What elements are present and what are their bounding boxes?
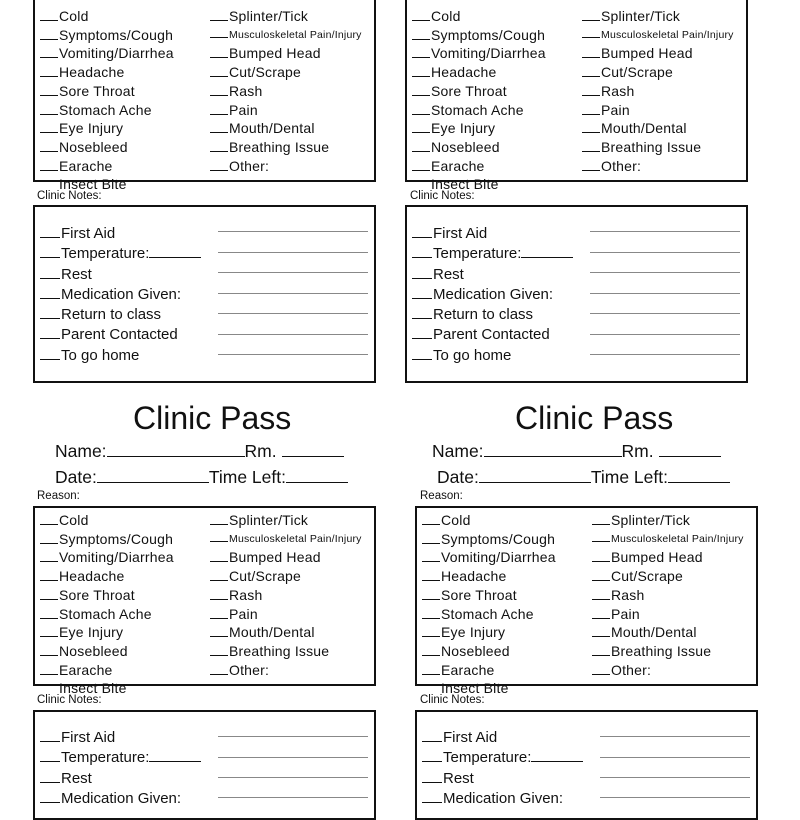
notes-line[interactable] bbox=[218, 797, 368, 798]
reason-list-left bbox=[40, 511, 174, 698]
reason-item[interactable]: Mouth/Dental bbox=[210, 623, 362, 642]
notes-item[interactable]: Rest bbox=[412, 265, 573, 285]
reason-item[interactable]: Cold bbox=[422, 511, 556, 530]
reason-item[interactable]: Splinter/Tick bbox=[592, 511, 744, 530]
reason-item[interactable]: Cold bbox=[40, 511, 174, 530]
pass-title: Clinic Pass bbox=[515, 400, 674, 436]
clinic-notes-label: Clinic Notes: bbox=[410, 190, 475, 202]
notes-line[interactable] bbox=[600, 777, 750, 778]
reason-list-right bbox=[592, 511, 744, 679]
notes-line[interactable] bbox=[600, 757, 750, 758]
room-label: Rm. bbox=[244, 441, 277, 461]
reason-item[interactable]: Headache bbox=[412, 63, 546, 82]
notes-item[interactable]: First Aid bbox=[40, 224, 201, 244]
reason-item[interactable]: Symptoms/Cough bbox=[422, 530, 556, 549]
notes-line[interactable] bbox=[600, 736, 750, 737]
reason-item[interactable]: Pain bbox=[210, 101, 362, 120]
date-field[interactable] bbox=[55, 467, 348, 488]
reason-item[interactable]: Bumped Head bbox=[582, 44, 734, 63]
reason-item[interactable]: Earache bbox=[40, 661, 174, 680]
reason-item[interactable]: Cold bbox=[40, 7, 174, 26]
notes-line[interactable] bbox=[590, 313, 740, 314]
notes-item[interactable]: Temperature: bbox=[422, 748, 583, 768]
notes-line[interactable] bbox=[218, 252, 368, 253]
reason-item[interactable]: Breathing Issue bbox=[582, 138, 734, 157]
clinic-notes-list bbox=[422, 728, 583, 809]
reason-item[interactable]: Cold bbox=[412, 7, 546, 26]
notes-item[interactable]: Parent Contacted bbox=[412, 325, 573, 345]
time-left-label: Time Left: bbox=[208, 467, 286, 487]
reason-item[interactable]: Mouth/Dental bbox=[592, 623, 744, 642]
notes-item[interactable]: Temperature: bbox=[412, 244, 573, 264]
reason-item[interactable]: Rash bbox=[210, 586, 362, 605]
reason-item[interactable]: Splinter/Tick bbox=[210, 7, 362, 26]
reason-item[interactable]: Stomach Ache bbox=[40, 605, 174, 624]
notes-item[interactable]: First Aid bbox=[412, 224, 573, 244]
reason-list-left bbox=[422, 511, 556, 698]
reason-list-right bbox=[210, 7, 362, 175]
reason-item[interactable]: Sore Throat bbox=[40, 586, 174, 605]
name-field[interactable] bbox=[55, 441, 344, 462]
name-field[interactable] bbox=[432, 441, 721, 462]
notes-line[interactable] bbox=[218, 293, 368, 294]
reason-item[interactable]: Rash bbox=[592, 586, 744, 605]
reason-item[interactable]: Splinter/Tick bbox=[210, 511, 362, 530]
reason-item[interactable]: Nosebleed bbox=[40, 138, 174, 157]
reason-item[interactable]: Breathing Issue bbox=[210, 642, 362, 661]
reason-item[interactable]: Insect Bite bbox=[441, 680, 509, 697]
reason-item[interactable]: Insect Bite bbox=[59, 176, 127, 193]
notes-line[interactable] bbox=[590, 334, 740, 335]
clinic-notes-label: Clinic Notes: bbox=[37, 190, 102, 202]
notes-item[interactable]: First Aid bbox=[40, 728, 201, 748]
reason-item[interactable]: Earache bbox=[412, 157, 546, 176]
reason-item[interactable]: Stomach Ache bbox=[412, 101, 546, 120]
notes-item[interactable]: Medication Given: bbox=[40, 285, 201, 305]
notes-item[interactable]: To go home bbox=[412, 346, 573, 366]
reason-item[interactable]: Eye Injury bbox=[40, 119, 174, 138]
reason-item[interactable]: Musculoskeletal Pain/Injury bbox=[582, 26, 734, 45]
notes-line[interactable] bbox=[600, 797, 750, 798]
notes-item[interactable]: First Aid bbox=[422, 728, 583, 748]
reason-item[interactable]: Headache bbox=[40, 567, 174, 586]
notes-item[interactable]: Return to class bbox=[40, 305, 201, 325]
notes-line[interactable] bbox=[590, 272, 740, 273]
notes-item[interactable]: Temperature: bbox=[40, 748, 201, 768]
notes-item[interactable]: Rest bbox=[422, 769, 583, 789]
reason-label: Reason: bbox=[420, 490, 463, 502]
reason-item[interactable]: Insect Bite bbox=[431, 176, 499, 193]
reason-item[interactable]: Other: bbox=[210, 661, 362, 680]
reason-item[interactable]: Nosebleed bbox=[422, 642, 556, 661]
notes-item[interactable]: Medication Given: bbox=[412, 285, 573, 305]
notes-item[interactable]: Parent Contacted bbox=[40, 325, 201, 345]
reason-item[interactable]: Other: bbox=[210, 157, 362, 176]
reason-item[interactable]: Mouth/Dental bbox=[582, 119, 734, 138]
notes-line[interactable] bbox=[590, 293, 740, 294]
notes-item[interactable]: Return to class bbox=[412, 305, 573, 325]
reason-item[interactable]: Musculoskeletal Pain/Injury bbox=[210, 530, 362, 549]
reason-item[interactable]: Musculoskeletal Pain/Injury bbox=[210, 26, 362, 45]
reason-item[interactable]: Pain bbox=[210, 605, 362, 624]
notes-line[interactable] bbox=[218, 757, 368, 758]
reason-list-left bbox=[412, 7, 546, 194]
reason-item[interactable]: Mouth/Dental bbox=[210, 119, 362, 138]
date-label: Date: bbox=[55, 467, 97, 487]
notes-item[interactable]: Medication Given: bbox=[422, 789, 583, 809]
notes-line[interactable] bbox=[590, 231, 740, 232]
reason-item[interactable]: Headache bbox=[40, 63, 174, 82]
name-label: Name: bbox=[432, 441, 484, 461]
reason-item[interactable]: Other: bbox=[592, 661, 744, 680]
reason-item[interactable]: Cut/Scrape bbox=[592, 567, 744, 586]
name-label: Name: bbox=[55, 441, 107, 461]
notes-line[interactable] bbox=[218, 231, 368, 232]
clinic-notes-label: Clinic Notes: bbox=[37, 694, 102, 706]
date-label: Date: bbox=[437, 467, 479, 487]
clinic-notes-list bbox=[412, 224, 573, 366]
reason-list-right bbox=[210, 511, 362, 679]
notes-item[interactable]: Temperature: bbox=[40, 244, 201, 264]
notes-line[interactable] bbox=[218, 777, 368, 778]
reason-item[interactable]: Rash bbox=[210, 82, 362, 101]
notes-line[interactable] bbox=[218, 736, 368, 737]
notes-item[interactable]: To go home bbox=[40, 346, 201, 366]
reason-item[interactable]: Symptoms/Cough bbox=[40, 530, 174, 549]
clinic-notes-label: Clinic Notes: bbox=[420, 694, 485, 706]
reason-label: Reason: bbox=[37, 490, 80, 502]
clinic-notes-list bbox=[40, 728, 201, 809]
reason-item[interactable]: Eye Injury bbox=[422, 623, 556, 642]
reason-list-right bbox=[582, 7, 734, 175]
reason-item[interactable]: Stomach Ache bbox=[40, 101, 174, 120]
reason-item[interactable]: Eye Injury bbox=[40, 623, 174, 642]
date-field[interactable] bbox=[437, 467, 730, 488]
clinic-notes-list bbox=[40, 224, 201, 366]
reason-item[interactable]: Bumped Head bbox=[592, 548, 744, 567]
reason-list-left bbox=[40, 7, 174, 194]
pass-title: Clinic Pass bbox=[133, 400, 292, 436]
reason-item[interactable]: Nosebleed bbox=[40, 642, 174, 661]
notes-line[interactable] bbox=[218, 334, 368, 335]
reason-item[interactable]: Symptoms/Cough bbox=[412, 26, 546, 45]
room-label: Rm. bbox=[621, 441, 654, 461]
notes-line[interactable] bbox=[218, 272, 368, 273]
reason-item[interactable]: Breathing Issue bbox=[592, 642, 744, 661]
reason-item[interactable]: Sore Throat bbox=[412, 82, 546, 101]
reason-item[interactable]: Earache bbox=[422, 661, 556, 680]
notes-line[interactable] bbox=[218, 313, 368, 314]
notes-line[interactable] bbox=[590, 354, 740, 355]
notes-line[interactable] bbox=[218, 354, 368, 355]
reason-item[interactable]: Eye Injury bbox=[412, 119, 546, 138]
notes-line[interactable] bbox=[590, 252, 740, 253]
notes-item[interactable]: Rest bbox=[40, 265, 201, 285]
reason-item[interactable]: Vomiting/Diarrhea bbox=[40, 44, 174, 63]
reason-item[interactable]: Headache bbox=[422, 567, 556, 586]
notes-item[interactable]: Medication Given: bbox=[40, 789, 201, 809]
reason-item[interactable]: Vomiting/Diarrhea bbox=[412, 44, 546, 63]
reason-item[interactable]: Stomach Ache bbox=[422, 605, 556, 624]
reason-item[interactable]: Breathing Issue bbox=[210, 138, 362, 157]
reason-item[interactable]: Symptoms/Cough bbox=[40, 26, 174, 45]
reason-item[interactable]: Splinter/Tick bbox=[582, 7, 734, 26]
reason-item[interactable]: Nosebleed bbox=[412, 138, 546, 157]
reason-item[interactable]: Earache bbox=[40, 157, 174, 176]
reason-item[interactable]: Other: bbox=[582, 157, 734, 176]
reason-item[interactable]: Rash bbox=[582, 82, 734, 101]
reason-item[interactable]: Sore Throat bbox=[422, 586, 556, 605]
reason-item[interactable]: Bumped Head bbox=[210, 548, 362, 567]
reason-item[interactable]: Sore Throat bbox=[40, 82, 174, 101]
reason-item[interactable]: Bumped Head bbox=[210, 44, 362, 63]
reason-item[interactable]: Insect Bite bbox=[59, 680, 127, 697]
reason-item[interactable]: Pain bbox=[582, 101, 734, 120]
reason-item[interactable]: Cut/Scrape bbox=[582, 63, 734, 82]
time-left-label: Time Left: bbox=[590, 467, 668, 487]
reason-item[interactable]: Cut/Scrape bbox=[210, 567, 362, 586]
reason-item[interactable]: Musculoskeletal Pain/Injury bbox=[592, 530, 744, 549]
reason-item[interactable]: Cut/Scrape bbox=[210, 63, 362, 82]
reason-item[interactable]: Vomiting/Diarrhea bbox=[40, 548, 174, 567]
notes-item[interactable]: Rest bbox=[40, 769, 201, 789]
reason-item[interactable]: Vomiting/Diarrhea bbox=[422, 548, 556, 567]
reason-item[interactable]: Pain bbox=[592, 605, 744, 624]
